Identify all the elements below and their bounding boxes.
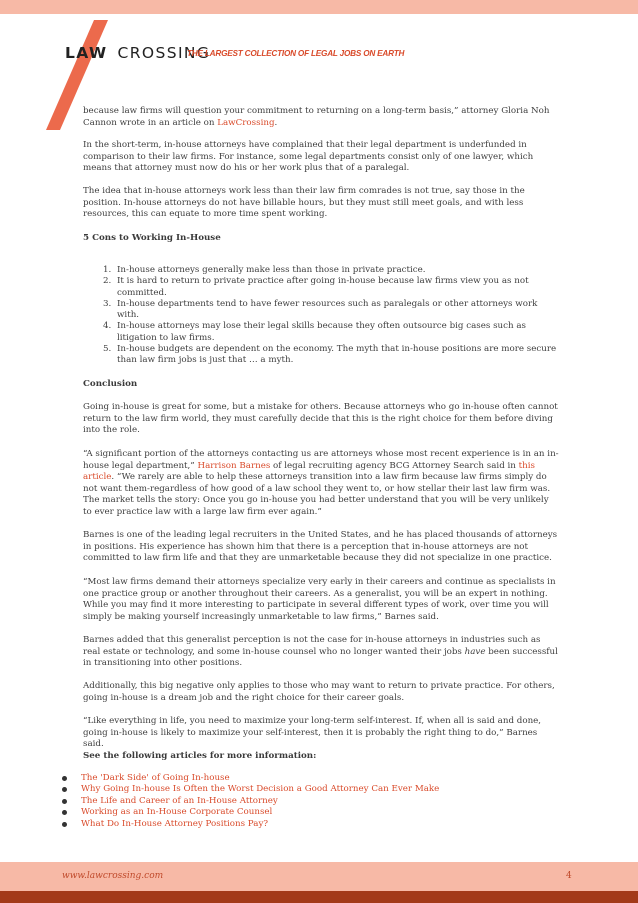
paragraph-5: “A significant portion of the attorneys contacting us are attorneys whose most recent experience is in an in-house legal department,” Harrison Barnes of legal recruiting agency BCG Attorney Search said in this article. “We rarely are able to help these attorneys transition into a law firm because law firms simply do not want them-regardless of how good of a law school they went to, or how stellar their last law firm was. The market tells the story: Once you go in-house you had better understand that you will be very unlikely to ever practice law with a large law firm ever again.” <box>83 449 559 517</box>
list-item: 1. In-house attorneys generally make less than those in private practice. <box>103 265 426 275</box>
lawcrossing-link[interactable]: LawCrossing <box>217 117 275 128</box>
paragraph-7: “Most law firms demand their attorneys specialize very early in their careers and continue as specialists in one practice group or another throughout their careers. As a generalist, you will be an expert in nothing. While you may find it more interesting to participate in several different types of work, over time you will simply be making yourself increasingly unmarketable to law firms,” Barnes said. <box>83 577 556 622</box>
cons-heading: 5 Cons to Working In-House <box>83 233 221 243</box>
bullet-icon <box>62 810 67 815</box>
page-footer <box>0 862 638 891</box>
bullet-icon <box>62 787 67 792</box>
top-color-band <box>0 0 638 14</box>
list-item: 4. In-house attorneys may lose their legal skills because they often outsource big cases such as litigation to law firms. <box>103 321 527 343</box>
conclusion-heading: Conclusion <box>83 379 138 389</box>
list-item: 3. In-house departments tend to have fewer resources such as paralegals or other attorneys work with. <box>103 298 538 321</box>
paragraph-10: “Like everything in life, you need to maximize your long-term self-interest. If, when all is said and done, going in-house is likely to maximize your self-interest, then it is probably the right thing to do,” Barnes said. <box>83 716 542 749</box>
related-articles-list <box>62 773 562 830</box>
article-link[interactable]: Why Going In-house Is Often the Worst Decision a Good Attorney Can Ever Make <box>81 784 440 795</box>
page-number: 4 <box>566 871 572 881</box>
paragraph-1: because law firms will question your commitment to returning on a long-term basis,” attorney Gloria Noh Cannon wrote in an article on LawCrossing. <box>83 106 550 128</box>
this-article-link[interactable]: this article <box>83 460 535 482</box>
footer-url[interactable]: www.lawcrossing.com <box>62 871 164 881</box>
bullet-icon <box>62 822 67 827</box>
paragraph-9: Additionally, this big negative only applies to those who may want to return to private practice. For others, going in-house is a dream job and the right choice for their career goals. <box>83 681 555 703</box>
paragraph-6: Barnes is one of the leading legal recruiters in the United States, and he has placed thousands of attorneys in positions. His experience has shown him that there is a perception that in-house attorneys are not committed to law firm life and that they are unmarketable because they did not specialize in one practice. <box>83 530 558 563</box>
paragraph-8: Barnes added that this generalist perception is not the case for in-house attorneys in industries such as real estate or technology, and some in-house counsel who no longer wanted their jobs have been successful in transitioning into other positions. <box>83 635 558 668</box>
list-item: 5. In-house budgets are dependent on the economy. The myth that in-house positions are more secure than law firm jobs is just that … a myth. <box>103 344 557 366</box>
paragraph-4: Going in-house is great for some, but a mistake for others. Because attorneys who go in-house often cannot return to the law firm world, they must carefully decide that this is the right choice for them before diving into the role. <box>83 402 558 435</box>
list-item <box>62 807 562 818</box>
article-link[interactable]: The 'Dark Side' of Going In-house <box>81 773 230 783</box>
article-link[interactable]: The Life and Career of an In-House Attorney <box>81 795 278 806</box>
bottom-color-band <box>0 891 638 903</box>
list-item <box>62 796 562 807</box>
paragraph-3: The idea that in-house attorneys work less than their law firm comrades is not true, say those in the position. In-house attorneys do not have billable hours, but they must still meet goals, and with less resources, this can equate to more time spent working. <box>83 186 525 219</box>
list-item <box>62 819 562 830</box>
logo-law: LAW <box>65 44 108 62</box>
see-also-heading: See the following articles for more information: <box>83 751 317 761</box>
logo-crossing: CROSSING <box>117 44 211 62</box>
cons-list <box>103 265 558 367</box>
harrison-barnes-link[interactable]: Harrison Barnes <box>197 460 271 471</box>
article-link[interactable]: Working as an In-House Corporate Counsel <box>81 807 273 818</box>
article-link[interactable]: What Do In-House Attorney Positions Pay? <box>81 818 269 829</box>
bullet-icon <box>62 776 67 781</box>
paragraph-2: In the short-term, in-house attorneys have complained that their legal department is underfunded in comparison to their law firms. For instance, some legal departments consist only of one lawyer, which means that attorney must now do his or her work plus that of a paralegal. <box>83 140 534 173</box>
list-item: 2. It is hard to return to private practice after going in-house because law firms view you as not committed. <box>103 276 529 298</box>
list-item <box>62 784 562 795</box>
list-item <box>62 773 562 784</box>
header-tagline: THE LARGEST COLLECTION OF LEGAL JOBS ON EARTH <box>187 49 405 58</box>
bullet-icon <box>62 799 67 804</box>
